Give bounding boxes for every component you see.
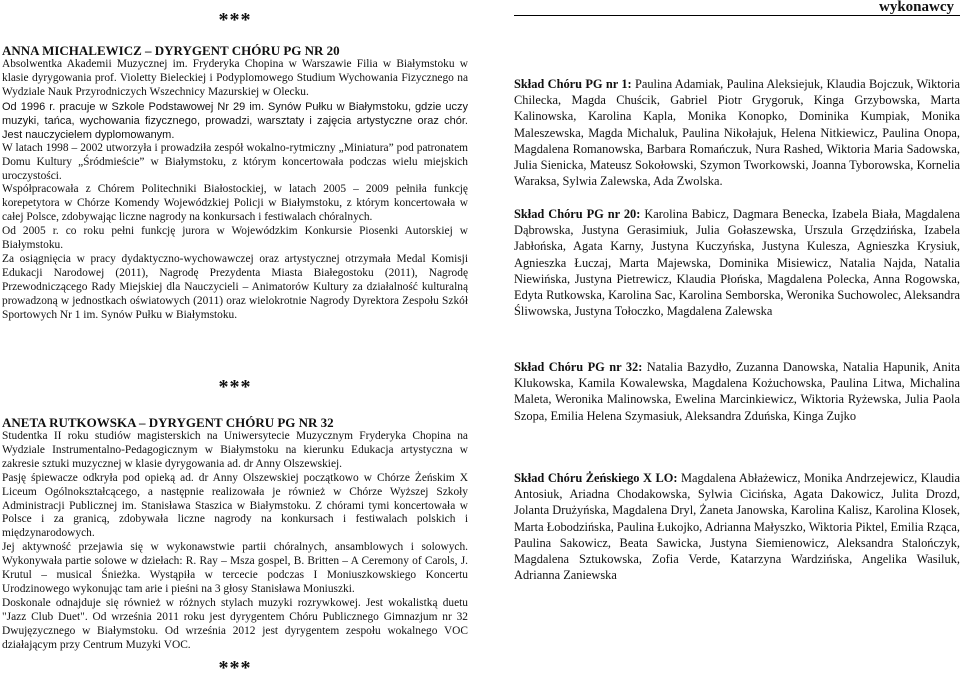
bio-anna-michalewicz <box>2 44 468 323</box>
conductor-name: ANETA RUTKOWSKA – DYRYGENT CHÓRU PG NR 32 <box>2 415 334 430</box>
section-divider-stars: *** <box>218 9 252 31</box>
bio-paragraph: Pasję śpiewacze odkryła pod opieką ad. dr Anny Olszewskiej początkowo w Chórze Żeńskim X Liceum Ogólnokształcącego, a następnie realizowała je również w Chórze Wyższej Szkoły Administracji Publicznej im. Stanisława Staszica w Białymstoku. Z chórami tymi koncertowała w Polsce i za granicą, zdobywała liczne nagrody na konkursach i festiwalach polskich i międzynarodowych. <box>2 471 468 540</box>
choir-title: Skład Chóru PG nr 1: <box>514 77 632 91</box>
bio-paragraph: Jej aktywność przejawia się w wykonawstwie partii chóralnych, ansamblowych i solowych. Wykonywała partie solowe w dziełach: R. Ray – Msza gospel, B. Britten – A Ceremony of Carols, J. Krutul – musical Śnieżka. Wystąpiła w tercecie podczas I Moniuszkowskiego Koncertu Urodzinowego wykonując tam arie i pieśni na 3 głosy Stanisława Moniuszki. <box>2 541 468 595</box>
bio-paragraph: Współpracowała z Chórem Politechniki Białostockiej, w latach 2005 – 2009 pełniła funkcję korepetytora w Chórze Komendy Wojewódzkiej Policji w Białymstoku, z którym koncertowała w całej Polsce, zdobywając liczne nagrody na konkursach i festiwalach chóralnych. <box>2 183 468 224</box>
section-divider-stars: *** <box>218 657 252 679</box>
choir-roster <box>514 470 960 583</box>
header-divider <box>514 15 960 16</box>
choir-title: Skład Chóru PG nr 20: <box>514 207 641 221</box>
choir-members: Natalia Bazydło, Zuzanna Danowska, Natalia Hapunik, Anita Klukowska, Kamila Kowalewska, Magdalena Kożuchowska, Paulina Litwa, Michalina Maleta, Weronika Malinowska, Ewelina Marcinkiewicz, Wiktoria Ryżewska, Julia Paola Szopa, Emilia Helena Szymasiuk, Aleksandra Zduńska, Kinga Zujko <box>514 360 960 423</box>
choir-title: Skład Chóru PG nr 32: <box>514 360 643 374</box>
bio-paragraph: Za osiągnięcia w pracy dydaktyczno-wychowawczej oraz artystycznej otrzymała Medal Komisji Edukacji Narodowej (2011), Nagrodę Prezydenta Miasta Białegostoku (2011), Nagrodę Przewodniczącego Rady Miejskiej dla Nauczycieli – Animatorów Kultury za działalność kulturalną prowadzoną w jednostkach oświatowych (2011) oraz wielokrotnie Nagrody Dyrektora Zespołu Szkół Sportowych Nr 1 im. Synów Pułku w Białymstoku. <box>2 252 468 321</box>
bio-paragraph: W latach 1998 – 2002 utworzyła i prowadziła zespół wokalno-rytmiczny „Miniatura” pod patronatem Domu Kultury „Śródmieście” w Białymstoku, z którym koncertowała podczas wielu miejskich uroczystości. <box>2 141 468 182</box>
section-header <box>514 0 960 15</box>
bio-paragraph: Od 2005 r. co roku pełni funkcję jurora w Wojewódzkim Konkursie Piosenki Autorskiej w Białymstoku. <box>2 225 468 252</box>
bio-paragraph: Absolwentka Akademii Muzycznej im. Fryderyka Chopina w Warszawie Filia w Białymstoku w klasie dyrygowania prof. Violetty Bieleckiej i Podyplomowego Studium Wychowania Fizycznego na Wydziale Nauk Przyrodniczych Wszechnicy Mazurskiej w Olecku. <box>2 58 468 98</box>
section-divider-stars: *** <box>218 376 252 398</box>
choir-roster <box>514 206 960 319</box>
choir-roster <box>514 76 960 189</box>
choir-title: Skład Chóru Żeńskiego X LO: <box>514 471 678 485</box>
choir-roster <box>514 359 960 424</box>
choir-members: Paulina Adamiak, Paulina Aleksiejuk, Klaudia Bojczuk, Wiktoria Chilecka, Magda Chuścik, Gabriel Piotr Grygoruk, Kinga Grzybowska, Marta Kalinowska, Karolina Kapla, Monika Konopko, Dominika Kumpiak, Monika Maleszewska, Magda Michaluk, Paulina Nikołajuk, Helena Nitkiewicz, Paulina Onopa, Magdalena Romanowska, Barbara Romańczuk, Nura Rashed, Wiktoria Maria Sadowska, Julia Sienicka, Mateusz Sokołowski, Szymon Tworkowski, Joanna Tyborowska, Kornelia Waraksa, Sylwia Zalewska, Ada Zwolska. <box>514 77 960 189</box>
bio-paragraph: Od 1996 r. pracuje w Szkole Podstawowej Nr 29 im. Synów Pułku w Białymstoku, gdzie uczy muzyki, tańca, wychowania fizycznego, prowadzi, warsztaty i zajęcia artystyczne oraz chór. Jest nauczycielem dyplomowanym. <box>2 100 468 141</box>
bio-paragraph: Doskonale odnajduje się również w różnych stylach muzyki rozrywkowej. Jest wokalistką duetu "Jazz Club Duet". Od września 2011 roku jest dyrygentem Chóru Publicznego Gimnazjum nr 32 Dwujęzycznego w Białymstoku. Od września 2012 jest dyrygentem zespołu wokalnego VOC działającym przy Centrum Muzyki VOC. <box>2 596 468 651</box>
choir-members: Magdalena Abłażewicz, Monika Andrzejewicz, Klaudia Antosiuk, Ariadna Chodakowska, Sylwia Cicińska, Agata Dakowicz, Julita Drozd, Jolanta Drużyńska, Magdalena Dryl, Żaneta Janowska, Karolina Kalisz, Karolina Klosek, Marta Łobodzińska, Paulina Łukojko, Adrianna Małyszko, Wiktoria Piktel, Emilia Rząca, Paulina Sakowicz, Beata Sawicka, Justyna Siemienowicz, Aleksandra Stalończyk, Magdalena Sztukowska, Zofia Verde, Katarzyna Wardzińska, Angelika Wasiluk, Adrianna Zaniewska <box>514 471 960 583</box>
section-title: wykonawcy <box>878 0 954 15</box>
conductor-name: ANNA MICHALEWICZ – DYRYGENT CHÓRU PG NR 20 <box>2 43 340 58</box>
bio-aneta-rutkowska <box>2 416 468 653</box>
choir-members: Karolina Babicz, Dagmara Benecka, Izabela Biała, Magdalena Dąbrowska, Justyna Gerasimiuk, Julia Gołaszewska, Urszula Grzędzińska, Izabela Jabłońska, Agata Karny, Justyna Kuczyńska, Justyna Kulesza, Agnieszka Krysiuk, Agnieszka Łuczaj, Marta Majewska, Dominika Misiewicz, Natalia Najda, Natalia Niewińska, Justyna Pietrewicz, Klaudia Płońska, Magdalena Polecka, Anna Rogowska, Edyta Rutkowska, Karolina Sac, Karolina Semborska, Weronika Suchowolec, Aleksandra Śliwowska, Justyna Tołoczko, Magdalena Zalewska <box>514 207 960 319</box>
bio-paragraph: Studentka II roku studiów magisterskich na Uniwersytecie Muzycznym Fryderyka Chopina na Wydziale Instrumentalno-Pedagogicznym w Białymstoku na kierunku Edukacja artystyczna w zakresie sztuki muzycznej w klasie dyrygowania ad. dr Anny Olszewskiej. <box>2 430 468 470</box>
